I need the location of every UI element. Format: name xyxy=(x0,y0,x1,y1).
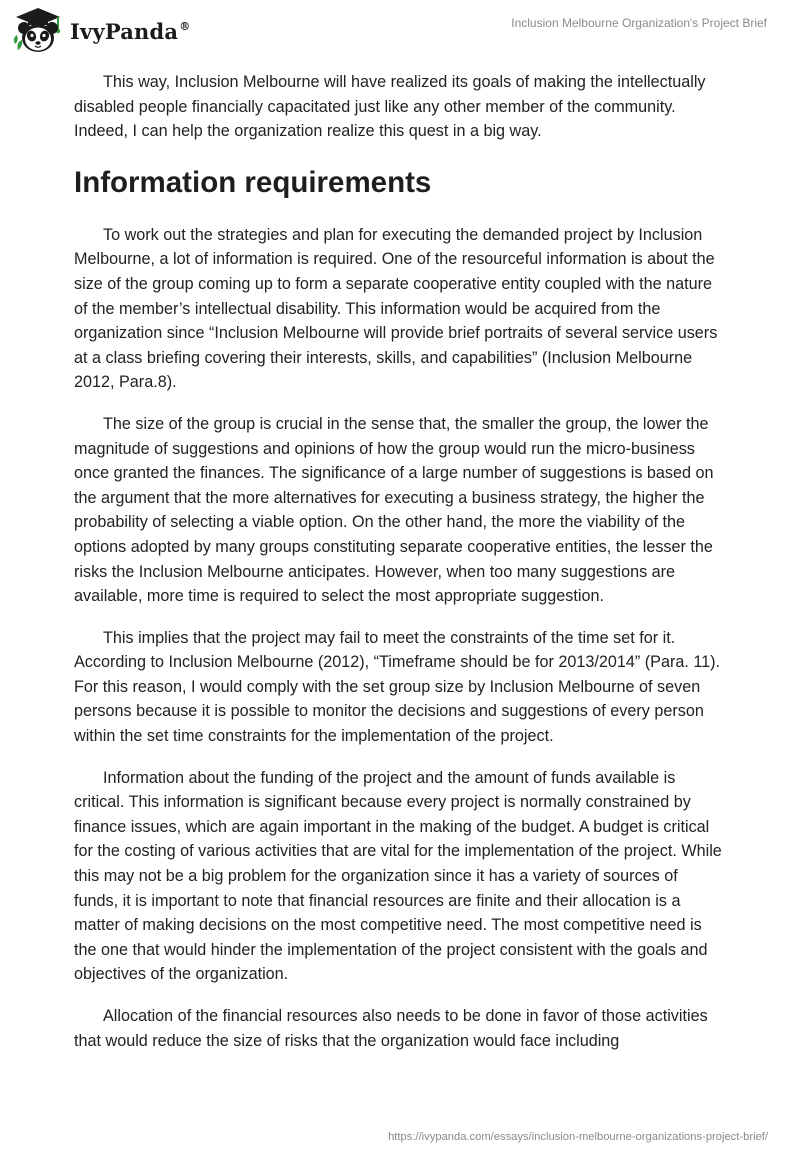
footer-url-link[interactable]: https://ivypanda.com/essays/inclusion-melbourne-organizations-project-brief/ xyxy=(388,1131,768,1143)
registered-mark: ® xyxy=(179,19,191,33)
essay-content xyxy=(74,70,726,1070)
body-paragraph: Allocation of the financial resources also needs to be done in favor of those activities that would reduce the size of risks that the organization would face including xyxy=(74,1007,708,1050)
body-paragraph: Information about the funding of the project and the amount of funds available is critical. This information is significant because every project is normally constrained by finance issues, which are again important in the making of the budget. A budget is critical for the costing of various activities that are vital for the implementation of the project. While this may not be a big problem for the organization since it has a variety of sources of funds, it is important to note that financial resources are finite and their allocation is a matter of making decisions on the most competitive need. The most competitive need is the one that would hinder the implementation of the project consistent with the goals and objectives of the organization. xyxy=(74,768,722,984)
page-header xyxy=(0,0,800,60)
document-title: Inclusion Melbourne Organization's Project Brief xyxy=(511,16,767,30)
intro-paragraph: This way, Inclusion Melbourne will have realized its goals of making the intellectually disabled people financially capacitated just like any other member of the community. Indeed, I can help the organization realize this quest in a big way. xyxy=(74,73,706,141)
ivypanda-logo[interactable] xyxy=(12,6,190,56)
brand-name xyxy=(70,19,190,44)
section-heading: Information requirements xyxy=(74,165,432,199)
body-paragraph: To work out the strategies and plan for executing the demanded project by Inclusion Melbourne, a lot of information is required. One of the resourceful information is about the size of the group coming up to form a separate cooperative entity coupled with the nature of the member’s intellectual disability. This information would be acquired from the organization since “Inclusion Melbourne will provide brief portraits of several service users at a class briefing covering their interests, skills, and capabilities” (Inclusion Melbourne 2012, Para.8). xyxy=(74,225,718,392)
body-paragraph: The size of the group is crucial in the sense that, the smaller the group, the lower the magnitude of suggestions and opinions of how the group would run the micro-business once granted the finances. The significance of a large number of suggestions is based on the argument that the more alternatives for executing a business strategy, the higher the probability of selecting a viable option. On the other hand, the more the viability of the options adopted by many groups constituting separate cooperative entities, the lesser the risks the Inclusion Melbourne anticipates. However, when too many suggestions are available, more time is required to select the most appropriate suggestion. xyxy=(74,414,714,606)
body-paragraph: This implies that the project may fail to meet the constraints of the time set for it. According to Inclusion Melbourne (2012), “Timeframe should be for 2013/2014” (Para. 11). For this reason, I would comply with the set group size by Inclusion Melbourne of seven persons because it is possible to monitor the decisions and suggestions of every person within the set time constraints for the implementation of the project. xyxy=(74,628,721,746)
brand-name-text: IvyPanda xyxy=(70,18,179,44)
panda-graduate-icon xyxy=(12,6,64,56)
